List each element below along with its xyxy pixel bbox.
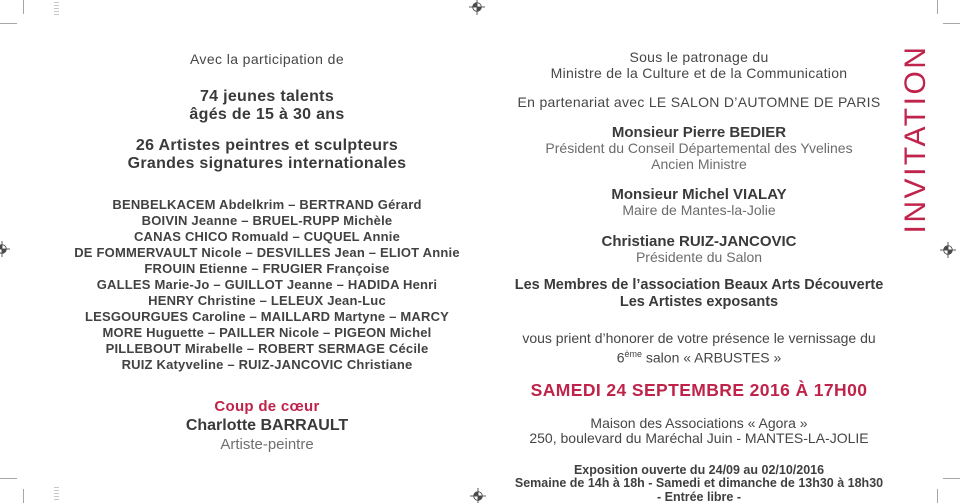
- artists-list-row: RUIZ Katyveline – RUIZ-JANCOVIC Christiane: [121, 357, 413, 372]
- registration-mark-icon: [0, 241, 10, 257]
- crop-mark: [943, 23, 960, 24]
- crop-mark: [0, 478, 17, 479]
- artists-list-row: FROUIN Etienne – FRUGIER Françoise: [144, 261, 390, 276]
- artists-list-row: LESGOURGUES Caroline – MAILLARD Martyne – MARCY: [84, 309, 450, 324]
- salon-name: salon « ARBUSTES »: [642, 349, 782, 366]
- coup-de-coeur-section: [42, 398, 492, 453]
- invitation-panel: [505, 0, 893, 503]
- participants-panel: [42, 0, 492, 453]
- coup-de-coeur-title: Coup de cœur: [214, 398, 320, 415]
- event-date: SAMEDI 24 SEPTEMBRE 2016 À 17H00: [530, 379, 868, 400]
- crop-mark: [23, 489, 24, 503]
- crop-mark: [943, 478, 960, 479]
- artists-subheadline: [42, 137, 492, 173]
- venue-line: Maison des Associations « Agora »: [590, 414, 808, 431]
- official-title: Président du Conseil Départemental des Yvelines: [545, 140, 853, 156]
- young-talents-headline: [42, 88, 492, 124]
- crop-mark: [937, 489, 938, 503]
- artists-list-row: GALLES Marie-Jo – GUILLOT Jeanne – HADIDA Henri: [96, 277, 438, 292]
- patronage-line: Ministre de la Culture et de la Communication: [550, 65, 848, 81]
- official-bedier: [505, 124, 893, 172]
- artists-list-row: MORE Huguette – PAILLER Nicole – PIGEON Michel: [102, 325, 432, 340]
- hosts-line: Les Membres de l’association Beaux Arts Découverte: [514, 277, 884, 293]
- patronage-line: Sous le patronage du: [629, 49, 769, 65]
- official-ruiz-jancovic: [505, 233, 893, 266]
- hours-line: Semaine de 14h à 18h - Samedi et dimanche de 13h30 à 18h30: [514, 476, 884, 491]
- artists-list-row: BENBELKACEM Abdelkrim – BERTRAND Gérard: [112, 197, 422, 212]
- crop-mark: [23, 0, 24, 14]
- subheadline-line: Grandes signatures internationales: [127, 155, 407, 172]
- coup-de-coeur-artist-role: Artiste-peintre: [220, 436, 314, 453]
- opening-hours: [505, 464, 893, 503]
- hosts-line: Les Artistes exposants: [619, 294, 779, 310]
- official-name: Monsieur Pierre BEDIER: [611, 124, 787, 141]
- registration-mark-icon: [940, 242, 956, 258]
- registration-mark-icon: [470, 488, 486, 503]
- registration-mark-icon: [469, 0, 485, 15]
- hours-line: - Entrée libre -: [656, 489, 742, 503]
- hosts-text: [505, 277, 893, 311]
- invite-line: [505, 346, 893, 366]
- invitation-side-label: INVITATION: [899, 44, 932, 234]
- official-title: Présidente du Salon: [635, 248, 763, 265]
- artists-list-row: BOIVIN Jeanne – BRUEL-RUPP Michèle: [141, 213, 393, 228]
- crop-mark: [0, 23, 17, 24]
- official-title: Maire de Mantes-la-Jolie: [622, 202, 776, 218]
- artists-list-row: PILLEBOUT Mirabelle – ROBERT SERMAGE Cécile: [105, 341, 429, 356]
- hours-line: Exposition ouverte du 24/09 au 02/10/2016: [573, 462, 825, 477]
- calibration-dashes: [54, 2, 59, 15]
- coup-de-coeur-artist-name: Charlotte BARRAULT: [185, 417, 349, 434]
- invite-text: [505, 330, 893, 366]
- headline-line: 74 jeunes talents: [199, 88, 335, 105]
- official-title: Ancien Ministre: [651, 155, 747, 172]
- artists-list-row: HENRY Christine – LELEUX Jean-Luc: [148, 293, 386, 308]
- subheadline-line: 26 Artistes peintres et sculpteurs: [135, 137, 399, 154]
- patronage-text: [505, 49, 893, 81]
- artists-list-row: CANAS CHICO Romuald – CUQUEL Annie: [133, 229, 401, 244]
- crop-mark: [937, 0, 938, 14]
- venue-line: 250, boulevard du Maréchal Juin - MANTES-LA-JOLIE: [529, 430, 869, 447]
- artists-list: [42, 197, 492, 373]
- official-name: Monsieur Michel VIALAY: [611, 186, 787, 203]
- salon-number-ordinal: ème: [624, 349, 642, 359]
- calibration-dashes: [54, 487, 59, 500]
- partnership-text: En partenariat avec LE SALON D’AUTOMNE DE PARIS: [517, 94, 881, 110]
- official-name: Christiane RUIZ-JANCOVIC: [601, 232, 797, 250]
- artists-list-row: DE FOMMERVAULT Nicole – DESVILLES Jean – ELIOT Annie: [74, 245, 460, 260]
- venue-text: [505, 416, 893, 447]
- invite-line: vous prient d’honorer de votre présence le vernissage du: [522, 330, 876, 346]
- official-vialay: [505, 186, 893, 219]
- headline-line: âgés de 15 à 30 ans: [189, 106, 345, 123]
- participation-intro: Avec la participation de: [189, 51, 345, 67]
- salon-number: 6: [616, 349, 625, 366]
